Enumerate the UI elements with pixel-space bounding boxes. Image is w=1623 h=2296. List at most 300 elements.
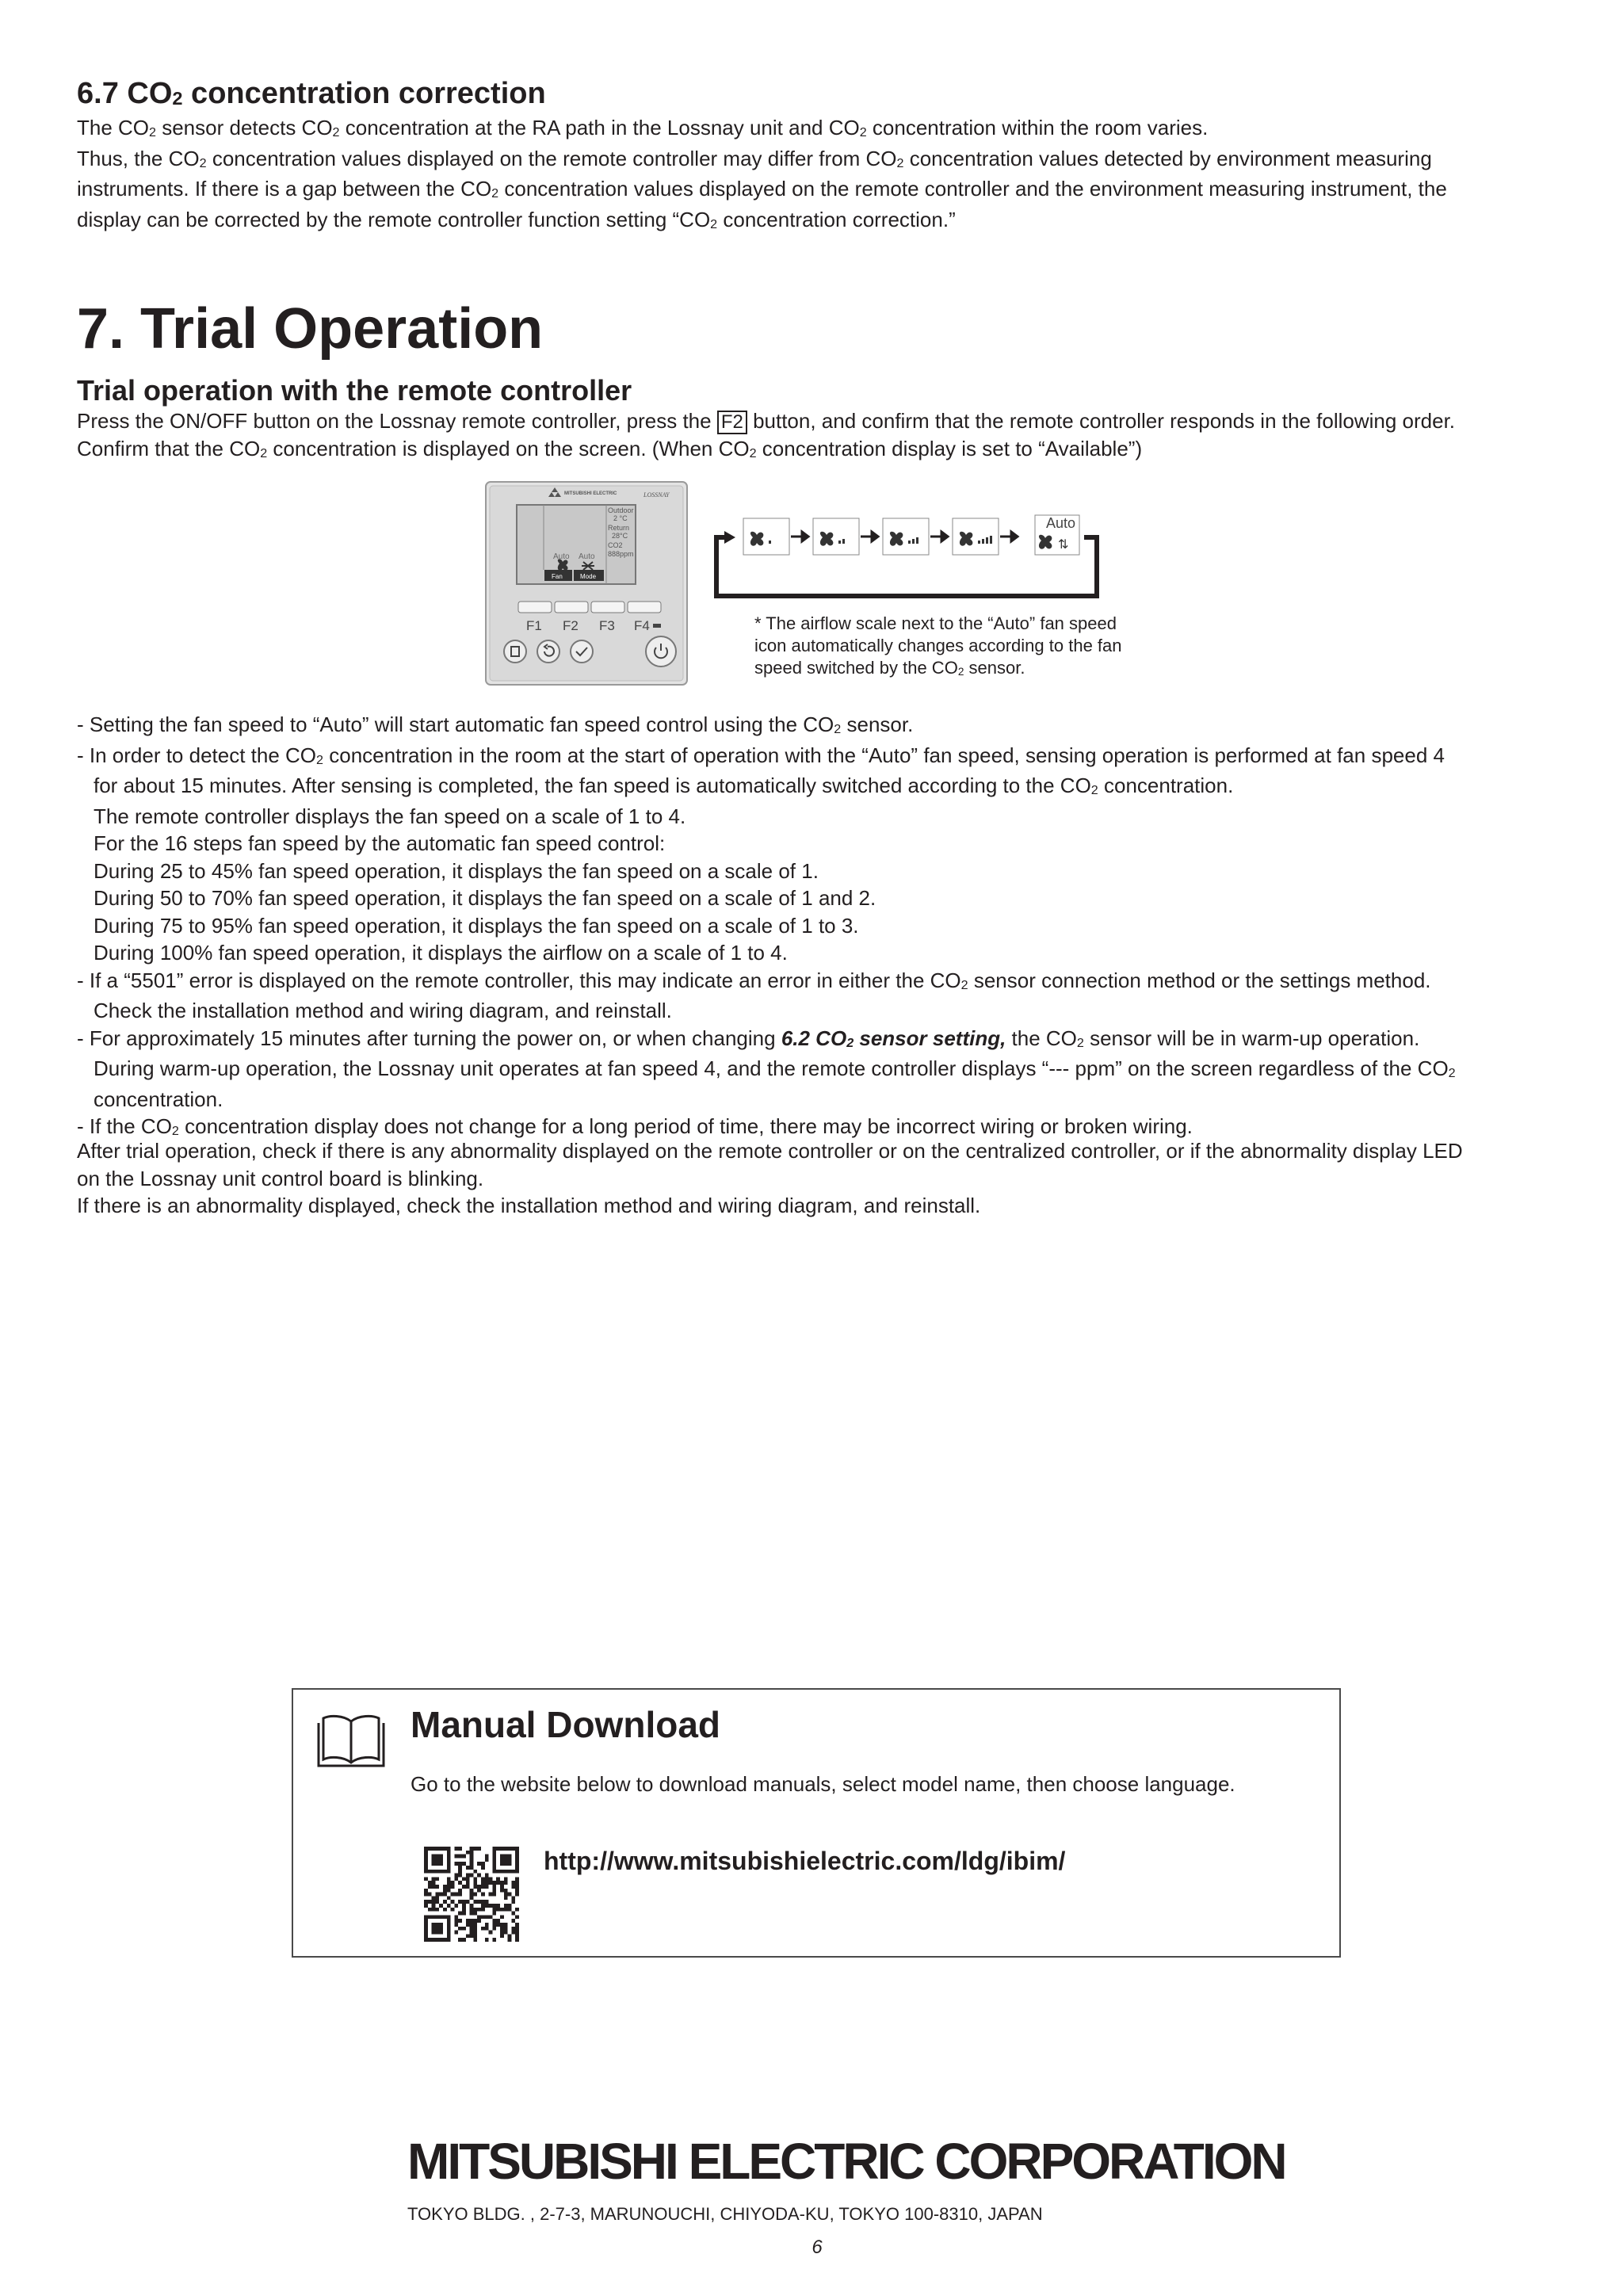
qr-module [481, 1893, 485, 1897]
qr-module [443, 1893, 447, 1897]
qr-module [515, 1934, 519, 1938]
qr-module [432, 1885, 436, 1889]
qr-module [492, 1870, 519, 1874]
qr-module [462, 1862, 466, 1866]
qr-module [470, 1923, 474, 1927]
qr-module [473, 1934, 477, 1938]
qr-module [515, 1893, 519, 1897]
qr-module [462, 1904, 466, 1908]
note-line: - If a “5501” error is displayed on the remote controller, this may indicate an error in either the $CO_2$ sensor connection method or the settings method. [77, 968, 1431, 992]
co2-value: 888ppm [608, 550, 634, 558]
qr-module [485, 1877, 489, 1881]
qr-module [504, 1893, 508, 1897]
qr-module [424, 1847, 428, 1874]
note-line: During 50 to 70% fan speed operation, it displays the fan speed on a scale of 1 and 2. [94, 886, 876, 910]
qr-module [515, 1847, 519, 1874]
qr-module [515, 1927, 519, 1931]
qr-module [500, 1885, 504, 1889]
qr-module [500, 1931, 504, 1935]
qr-module [508, 1908, 512, 1912]
f4-button[interactable] [628, 602, 661, 613]
qr-module [485, 1881, 489, 1885]
qr-module [454, 1904, 458, 1908]
qr-module [511, 1881, 515, 1885]
outdoor-value: 2 °C [613, 514, 628, 522]
note-line: * The airflow scale next to the “Auto” fan speed [754, 613, 1117, 633]
fan-tab-label: Fan [552, 573, 563, 580]
qr-module [458, 1881, 462, 1885]
f2-button[interactable] [555, 602, 588, 613]
qr-module [515, 1889, 519, 1893]
qr-module [485, 1858, 489, 1862]
qr-module [451, 1881, 455, 1885]
sequence-arrow [791, 532, 808, 541]
f2-label: F2 [563, 618, 579, 633]
qr-module [481, 1927, 485, 1931]
intro-line: Confirm that the $CO_2$ concentration is displayed on the screen. (When $CO_2$ concentration display is set to “Available”) [77, 436, 1143, 460]
qr-module [466, 1866, 470, 1870]
qr-module [458, 1862, 462, 1866]
qr-module [424, 1938, 451, 1942]
qr-module [481, 1877, 485, 1881]
qr-module [424, 1847, 451, 1851]
note-line: During 100% fan speed operation, it displays the airflow on a scale of 1 to 4. [94, 941, 788, 965]
qr-module [470, 1862, 474, 1866]
qr-module [458, 1855, 462, 1859]
fan-auto-label: Auto [553, 552, 570, 561]
mode-auto-label: Auto [579, 552, 595, 561]
f3-button[interactable] [591, 602, 624, 613]
section-body [77, 114, 1567, 236]
qr-module [492, 1904, 496, 1908]
qr-module [511, 1896, 515, 1900]
qr-module [492, 1938, 496, 1942]
note-line: concentration. [94, 1087, 223, 1111]
note-line: During warm-up operation, the Lossnay unit operates at fan speed 4, and the remote controller displays “--- ppm” on the screen regardless of the $CO_2$ [94, 1056, 1456, 1080]
qr-module [489, 1881, 493, 1885]
on-off-button[interactable] [646, 636, 676, 667]
qr-module [485, 1915, 489, 1919]
note-line: The remote controller displays the fan speed on a scale of 1 to 4. [94, 804, 686, 828]
qr-module [473, 1927, 477, 1931]
qr-module [443, 1885, 447, 1889]
airflow-scale-bar [990, 536, 992, 544]
qr-module [496, 1881, 500, 1885]
qr-module [470, 1866, 474, 1870]
qr-module [435, 1885, 439, 1889]
qr-module [470, 1889, 474, 1893]
qr-module [454, 1877, 458, 1881]
qr-module [489, 1877, 493, 1881]
qr-module [485, 1927, 489, 1931]
qr-module [458, 1866, 462, 1870]
qr-module [500, 1855, 511, 1866]
qr-module [473, 1870, 477, 1874]
qr-module [515, 1908, 519, 1912]
fan-speed-step-2 [813, 518, 859, 555]
qr-module [466, 1874, 470, 1878]
qr-module [458, 1919, 462, 1923]
qr-module [485, 1904, 489, 1908]
qr-module [470, 1904, 474, 1908]
note-line: for about 15 minutes. After sensing is completed, the fan speed is automatically switched according to the $CO_2$ concentration. [94, 774, 1234, 797]
qr-module [477, 1915, 481, 1919]
qr-module [489, 1915, 493, 1919]
qr-module [462, 1855, 466, 1859]
qr-module [443, 1908, 447, 1912]
qr-module [424, 1915, 428, 1942]
qr-module [492, 1881, 496, 1885]
qr-module [454, 1874, 458, 1878]
qr-module [477, 1908, 481, 1912]
qr-module [451, 1900, 455, 1904]
qr-module [492, 1847, 519, 1851]
qr-module [511, 1919, 515, 1923]
qr-module [481, 1881, 485, 1885]
section-co2-correction [77, 76, 1567, 236]
qr-module [515, 1938, 519, 1942]
qr-module [473, 1908, 477, 1912]
qr-module [447, 1847, 451, 1874]
qr-module [447, 1881, 451, 1885]
qr-module [443, 1889, 447, 1893]
return-label: Return [608, 524, 630, 532]
qr-module [504, 1904, 508, 1908]
qr-module [508, 1938, 512, 1942]
qr-module [462, 1908, 466, 1912]
qr-module [432, 1904, 436, 1908]
note-line: - Setting the fan speed to “Auto” will start automatic fan speed control using the $CO_2$ sensor. [77, 712, 914, 736]
qr-module [466, 1885, 470, 1889]
qr-module [492, 1923, 496, 1927]
airflow-scale-bar [842, 539, 845, 544]
note-line: - If the $CO_2$ concentration display does not change for a long period of time, there may be incorrect wiring or broken wiring. [77, 1114, 1193, 1138]
qr-module [492, 1927, 496, 1931]
qr-module [443, 1900, 447, 1904]
qr-module [428, 1881, 432, 1885]
qr-module [454, 1919, 458, 1923]
qr-module [454, 1923, 458, 1927]
qr-module [492, 1912, 496, 1916]
qr-module [473, 1931, 477, 1935]
qr-module [466, 1919, 470, 1923]
f2-key-label: F2 [717, 411, 747, 434]
note-line: During 25 to 45% fan speed operation, it displays the fan speed on a scale of 1. [94, 858, 819, 883]
f1-label: F1 [526, 618, 542, 633]
qr-module [454, 1893, 458, 1897]
qr-module [500, 1881, 504, 1885]
sequence-arrow [861, 532, 878, 541]
qr-module [504, 1881, 508, 1885]
airflow-scale-bar [912, 539, 915, 544]
qr-module [470, 1893, 474, 1897]
qr-module [439, 1904, 443, 1908]
qr-module [508, 1934, 512, 1938]
corporation-name: MITSUBISHI ELECTRIC CORPORATION [407, 2133, 1285, 2190]
qr-module [454, 1915, 458, 1919]
qr-module [504, 1923, 508, 1927]
qr-module [458, 1870, 462, 1874]
paragraph-line: on the Lossnay unit control board is blinking. [77, 1166, 484, 1190]
qr-module [481, 1862, 485, 1866]
airflow-scale-bar [986, 537, 988, 544]
sequence-arrow [1000, 532, 1018, 541]
qr-module [439, 1893, 443, 1897]
qr-module [470, 1847, 474, 1851]
qr-module [485, 1855, 489, 1859]
qr-module [470, 1912, 474, 1916]
qr-module [451, 1885, 455, 1889]
note-line: Check the installation method and wiring diagram, and reinstall. [94, 999, 672, 1022]
qr-module [466, 1934, 470, 1938]
airflow-scale-note [754, 613, 1167, 682]
qr-module [462, 1912, 466, 1916]
qr-module [428, 1900, 432, 1904]
qr-module [447, 1915, 451, 1942]
page-number: 6 [812, 2237, 823, 2258]
qr-module [504, 1927, 508, 1931]
qr-module [496, 1919, 500, 1923]
auto-label: Auto [1046, 515, 1076, 531]
qr-module [515, 1885, 519, 1889]
qr-module [454, 1931, 458, 1935]
qr-module [477, 1885, 481, 1889]
qr-module [447, 1885, 451, 1889]
outdoor-label: Outdoor [608, 506, 634, 514]
qr-module [466, 1881, 470, 1885]
qr-module [458, 1900, 462, 1904]
intro-line: Press the ON/OFF button on the Lossnay remote controller, press the F2 button, and confirm that the remote controller responds in the following order. [77, 409, 1456, 433]
note-line: During 75 to 95% fan speed operation, it displays the fan speed on a scale of 1 to 3. [94, 913, 859, 938]
corporation-address: TOKYO BLDG. , 2-7-3, MARUNOUCHI, CHIYODA-KU, TOKYO 100-8310, JAPAN [407, 2204, 1043, 2224]
qr-module [489, 1931, 493, 1935]
qr-module [477, 1889, 481, 1893]
book-icon [315, 1710, 387, 1769]
note-line: - In order to detect the $CO_2$ concentration in the room at the start of operation with the “Auto” fan speed, sensing operation is performed at fan speed 4 [77, 743, 1445, 767]
qr-module [435, 1893, 439, 1897]
qr-module [458, 1912, 462, 1916]
loop-arrowhead [724, 531, 735, 544]
qr-module [458, 1938, 462, 1942]
qr-module [473, 1923, 477, 1927]
qr-module [473, 1847, 477, 1851]
qr-module [473, 1877, 477, 1881]
airflow-scale-bar [908, 541, 911, 544]
qr-module [508, 1893, 512, 1897]
qr-module [435, 1877, 439, 1881]
page-title: 7. Trial Operation [77, 297, 544, 361]
fan-speed-sequence-diagram [705, 507, 1117, 602]
qr-module [447, 1877, 451, 1881]
qr-module [447, 1904, 451, 1908]
qr-module [496, 1923, 500, 1927]
manual-download-text: Go to the website below to download manuals, select model name, then choose language. [411, 1772, 1235, 1796]
qr-code[interactable] [424, 1847, 519, 1942]
qr-module [424, 1870, 451, 1874]
co2-label: CO2 [608, 541, 623, 549]
sequence-arrow [930, 532, 948, 541]
qr-module [496, 1908, 500, 1912]
remote-controller-illustration [485, 481, 688, 686]
airflow-scale-bar [769, 541, 771, 544]
qr-module [500, 1908, 504, 1912]
qr-module [492, 1919, 496, 1923]
qr-module [470, 1874, 474, 1878]
qr-module [504, 1931, 508, 1935]
body-line: instruments. If there is a gap between the $CO_2$ concentration values displayed on the remote controller and the environment measuring instrument, the [77, 177, 1447, 201]
qr-module [500, 1934, 504, 1938]
note-line: - For approximately 15 minutes after turning the power on, or when changing 6.2 $CO_2$ sensor setting, the $CO_2$ sensor will be in warm-up operation. [77, 1026, 1420, 1050]
qr-module [454, 1847, 458, 1851]
qr-module [515, 1923, 519, 1927]
qr-module [473, 1938, 477, 1942]
qr-module [511, 1927, 515, 1931]
body-line: The $CO_2$ sensor detects $CO_2$ concentration at the RA path in the Lossnay unit and $CO_2$ concentration within the room varies. [77, 116, 1209, 139]
qr-module [492, 1893, 496, 1897]
remote-logo: LOSSNAY [643, 491, 670, 499]
after-trial-paragraph [77, 1137, 1583, 1220]
qr-module [504, 1896, 508, 1900]
qr-module [435, 1896, 439, 1900]
qr-module [458, 1889, 462, 1893]
qr-module [511, 1931, 515, 1935]
qr-module [504, 1908, 508, 1912]
qr-module [470, 1851, 474, 1855]
qr-module [424, 1915, 451, 1919]
qr-module [511, 1885, 515, 1889]
qr-module [435, 1900, 439, 1904]
trial-operation-notes [77, 711, 1583, 1144]
qr-module [458, 1893, 462, 1897]
note-line: icon automatically changes according to the fan [754, 636, 1122, 655]
paragraph-line: After trial operation, check if there is any abnormality displayed on the remote controller or on the centralized controller, or if the abnormality display LED [77, 1139, 1463, 1163]
qr-module [492, 1908, 496, 1912]
qr-module [473, 1881, 477, 1885]
qr-module [473, 1885, 477, 1889]
qr-module [432, 1900, 436, 1904]
qr-module [458, 1874, 462, 1878]
qr-module [515, 1931, 519, 1935]
qr-module [466, 1877, 470, 1881]
qr-module [470, 1896, 474, 1900]
qr-module [462, 1927, 466, 1931]
qr-module [454, 1862, 458, 1866]
qr-module [462, 1877, 466, 1881]
qr-module [424, 1893, 428, 1897]
qr-module [473, 1893, 477, 1897]
body-line: Thus, the $CO_2$ concentration values displayed on the remote controller may differ from $CO_2$ concentration values detected by environment measuring [77, 146, 1432, 170]
airflow-scale-bar [916, 537, 918, 544]
qr-module [477, 1900, 481, 1904]
airflow-scale-bar [982, 539, 984, 544]
qr-module [515, 1877, 519, 1881]
qr-module [496, 1904, 500, 1908]
qr-module [432, 1881, 436, 1885]
qr-module [432, 1908, 436, 1912]
qr-module [454, 1855, 458, 1859]
menu-button[interactable] [504, 640, 526, 663]
qr-module [462, 1885, 466, 1889]
qr-module [470, 1858, 474, 1862]
qr-module [424, 1877, 428, 1881]
qr-module [515, 1915, 519, 1919]
qr-module [496, 1877, 500, 1881]
qr-module [432, 1923, 443, 1934]
qr-module [485, 1885, 489, 1889]
qr-module [466, 1923, 470, 1927]
qr-module [428, 1893, 432, 1897]
qr-module [485, 1923, 489, 1927]
qr-module [462, 1938, 466, 1942]
qr-module [473, 1919, 477, 1923]
mode-tab-label: Mode [580, 573, 597, 580]
qr-module [470, 1934, 474, 1938]
trial-operation-intro [77, 374, 1583, 465]
qr-module [481, 1900, 485, 1904]
qr-module [477, 1919, 481, 1923]
qr-module [432, 1896, 436, 1900]
qr-module [489, 1904, 493, 1908]
qr-module [477, 1862, 481, 1866]
qr-module [470, 1855, 474, 1859]
note-line: For the 16 steps fan speed by the automatic fan speed control: [94, 831, 666, 855]
airflow-scale-bar [978, 541, 980, 544]
qr-module [492, 1847, 496, 1874]
qr-module [500, 1889, 504, 1893]
qr-module [500, 1923, 504, 1927]
qr-module [489, 1893, 493, 1897]
qr-module [458, 1927, 462, 1931]
qr-module [451, 1893, 455, 1897]
qr-module [515, 1881, 519, 1885]
qr-module [508, 1904, 512, 1908]
qr-module [470, 1908, 474, 1912]
qr-module [511, 1912, 515, 1916]
qr-module [500, 1927, 504, 1931]
qr-module [481, 1915, 485, 1919]
qr-module [424, 1889, 428, 1893]
paragraph-line: If there is an abnormality displayed, check the installation method and wiring diagram, and reinstall. [77, 1194, 981, 1217]
manual-download-title: Manual Download [411, 1704, 720, 1745]
fan-speed-step-1 [743, 518, 789, 555]
qr-module [458, 1847, 462, 1851]
fan-speed-step-3 [883, 518, 929, 555]
f1-button[interactable] [518, 602, 552, 613]
qr-module [432, 1855, 443, 1866]
qr-module [481, 1908, 485, 1912]
return-value: 28°C [612, 532, 628, 540]
qr-module [447, 1896, 451, 1900]
qr-module [451, 1908, 455, 1912]
qr-module [504, 1877, 508, 1881]
manual-download-link[interactable]: http://www.mitsubishielectric.com/ldg/ibim/ [544, 1847, 1066, 1875]
qr-module [492, 1889, 496, 1893]
qr-module [473, 1900, 477, 1904]
return-button[interactable] [537, 640, 559, 663]
qr-module [424, 1900, 428, 1904]
f4-label: F4 [634, 618, 650, 633]
confirm-button[interactable] [571, 640, 593, 663]
qr-module [470, 1931, 474, 1935]
subheading: Trial operation with the remote controller [77, 374, 632, 407]
airflow-scale-bar [838, 541, 841, 544]
qr-module [485, 1938, 489, 1942]
qr-module [432, 1877, 436, 1881]
qr-module [481, 1866, 485, 1870]
section-heading: 6.7 $CO_2$ concentration correction [77, 77, 546, 110]
qr-module [466, 1900, 470, 1904]
qr-module [470, 1919, 474, 1923]
